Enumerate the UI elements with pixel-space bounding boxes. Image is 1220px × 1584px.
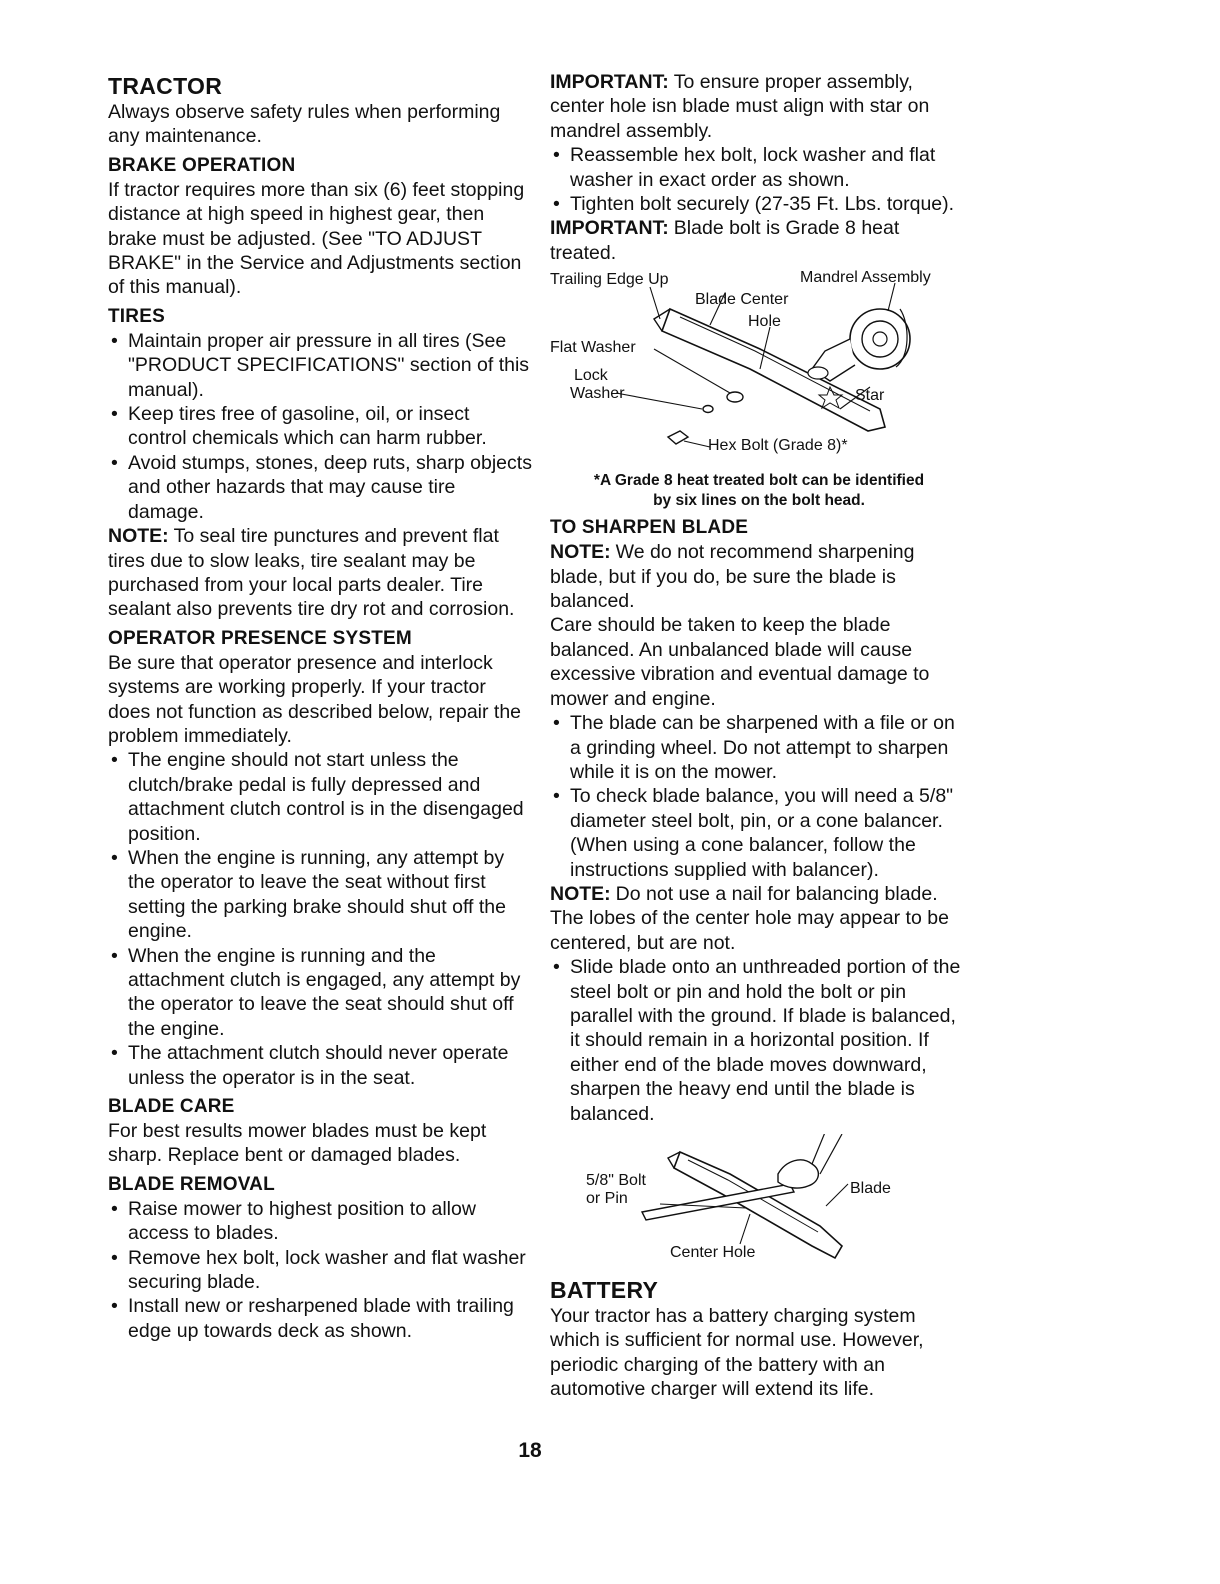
trailing-edge-label: Trailing Edge Up xyxy=(550,271,669,289)
center-hole-label: Center Hole xyxy=(670,1244,756,1261)
sharpen-bullet: • To check blade balance, you will need a 5/8" diameter steel bolt, pin, or a cone balancer. (When using a cone balancer, follow the instructions supplied with balancer). xyxy=(550,784,968,882)
page-number: 18 xyxy=(518,1439,542,1462)
nail-note-text: Do not use a nail for balancing blade. The lobes of the center hole may appear to be centered, but are not. xyxy=(550,882,949,954)
balance-list xyxy=(550,955,968,1126)
operator-presence-bullet: • The engine should not start unless the clutch/brake pedal is fully depressed and attachment clutch control is in the disengaged position. xyxy=(108,748,533,846)
operator-presence-text: Be sure that operator presence and interlock systems are working properly. If your tractor does not function as described below, repair the problem immediately. xyxy=(108,651,522,747)
blade-center-label: Blade Center xyxy=(695,291,789,309)
blade-removal-list xyxy=(108,1197,533,1343)
tires-list xyxy=(108,329,533,524)
tires-bullet: • Keep tires free of gasoline, oil, or insect control chemicals which can harm rubber. xyxy=(108,402,533,451)
nail-note xyxy=(550,882,968,955)
flat-washer-label: Flat Washer xyxy=(550,339,636,357)
balance-bullet: • Slide blade onto an unthreaded portion of the steel bolt or pin and hold the bolt or pin parallel with the ground. If blade is balanced, it should remain in a horizontal position. If either end of the blade moves downward, sharpen the heavy end until the blade is balanced. xyxy=(550,955,968,1126)
blade-label: Blade xyxy=(850,1180,891,1197)
assembly-bullet: • Reassemble hex bolt, lock washer and flat washer in exact order as shown. xyxy=(550,143,968,192)
assembly-list xyxy=(550,143,968,216)
grade-8-footnote-line2: by six lines on the bolt head. xyxy=(653,492,865,510)
sharpen-note-text: We do not recommend sharpening blade, but if you do, be sure the blade is balanced. xyxy=(550,541,915,613)
important-label: IMPORTANT: xyxy=(550,71,669,93)
bolt-label-line2: or Pin xyxy=(586,1190,628,1207)
tires-note xyxy=(108,524,533,622)
important-label: IMPORTANT: xyxy=(550,217,669,240)
tires-heading: TIRES xyxy=(108,305,165,327)
blade-assembly-figure xyxy=(550,269,968,469)
blade-removal-bullet: • Raise mower to highest position to allow access to blades. xyxy=(108,1197,533,1246)
tires-bullet: • Avoid stumps, stones, deep ruts, sharp objects and other hazards that may cause tire damage. xyxy=(108,451,533,524)
important-bolt-text: Blade bolt is Grade 8 heat treated. xyxy=(550,217,900,264)
grade-8-footnote-line1: *A Grade 8 heat treated bolt can be identified xyxy=(593,472,925,490)
blade-care-text: For best results mower blades must be kept sharp. Replace bent or damaged blades. xyxy=(108,1120,487,1167)
note-label: NOTE: xyxy=(550,541,611,564)
operator-presence-bullet: • When the engine is running and the attachment clutch is engaged, any attempt by the operator to leave the seat should shut off the engine. xyxy=(108,944,533,1042)
sharpen-note xyxy=(550,540,968,613)
bolt-label-line1: 5/8" Bolt xyxy=(586,1172,646,1189)
note-label: NOTE: xyxy=(108,525,169,548)
assembly-bullet: • Tighten bolt securely (27-35 Ft. Lbs. torque). xyxy=(550,192,968,216)
tires-bullet: • Maintain proper air pressure in all tires (See "PRODUCT SPECIFICATIONS" section of this manual). xyxy=(108,329,533,402)
blade-removal-bullet: • Install new or resharpened blade with trailing edge up towards deck as shown. xyxy=(108,1294,533,1343)
operator-presence-bullet: • The attachment clutch should never operate unless the operator is in the seat. xyxy=(108,1041,533,1090)
sharpen-list xyxy=(550,711,968,882)
sharpen-blade-heading: TO SHARPEN BLADE xyxy=(550,517,749,539)
operator-presence-heading: OPERATOR PRESENCE SYSTEM xyxy=(108,627,412,649)
sharpen-text: Care should be taken to keep the blade balanced. An unbalanced blade will cause excessive vibration and eventual damage to mower and engine. xyxy=(550,614,930,710)
blade-removal-bullet: • Remove hex bolt, lock washer and flat washer securing blade. xyxy=(108,1246,533,1295)
brake-operation-text: If tractor requires more than six (6) feet stopping distance at high speed in highest gear, then brake must be adjusted. (See "TO ADJUST BRAKE" in the Service and Adjustments section of this manual). xyxy=(108,178,525,299)
lock-washer-label-line1: Lock xyxy=(574,367,608,385)
important-bolt xyxy=(550,216,968,265)
important-assembly xyxy=(550,70,968,143)
brake-operation-heading: BRAKE OPERATION xyxy=(108,154,296,176)
battery-text: Your tractor has a battery charging system which is sufficient for normal use. However, periodic charging of the battery with an automotive charger will extend its life. xyxy=(550,1305,924,1401)
battery-heading: BATTERY xyxy=(550,1277,659,1303)
mandrel-assembly-label: Mandrel Assembly xyxy=(800,269,931,287)
hole-label: Hole xyxy=(748,313,781,331)
note-label: NOTE: xyxy=(550,882,611,905)
star-label: Star xyxy=(855,387,885,405)
tractor-heading: TRACTOR xyxy=(108,73,223,99)
sharpen-bullet: • The blade can be sharpened with a file or on a grinding wheel. Do not attempt to sharpen while it is on the mower. xyxy=(550,711,968,784)
left-column xyxy=(108,70,533,1343)
tractor-intro: Always observe safety rules when performing any maintenance. xyxy=(108,101,501,148)
blade-balance-figure xyxy=(550,1134,968,1274)
blade-care-heading: BLADE CARE xyxy=(108,1096,235,1118)
hex-bolt-label: Hex Bolt (Grade 8)* xyxy=(708,437,848,455)
lock-washer-label-line2: Washer xyxy=(570,385,625,403)
important-assembly-text: To ensure proper assembly, center hole isn blade must align with star on mandrel assembly. xyxy=(550,71,930,142)
blade-removal-heading: BLADE REMOVAL xyxy=(108,1173,275,1195)
right-column xyxy=(550,70,968,1402)
tires-note-text: To seal tire punctures and prevent flat tires due to slow leaks, tire sealant may be purchased from your local parts dealer. Tire sealant also prevents tire dry rot and corrosion. xyxy=(108,525,515,621)
operator-presence-bullet: • When the engine is running, any attempt by the operator to leave the seat without first setting the parking brake should shut off the engine. xyxy=(108,846,533,944)
operator-presence-list xyxy=(108,748,533,1090)
